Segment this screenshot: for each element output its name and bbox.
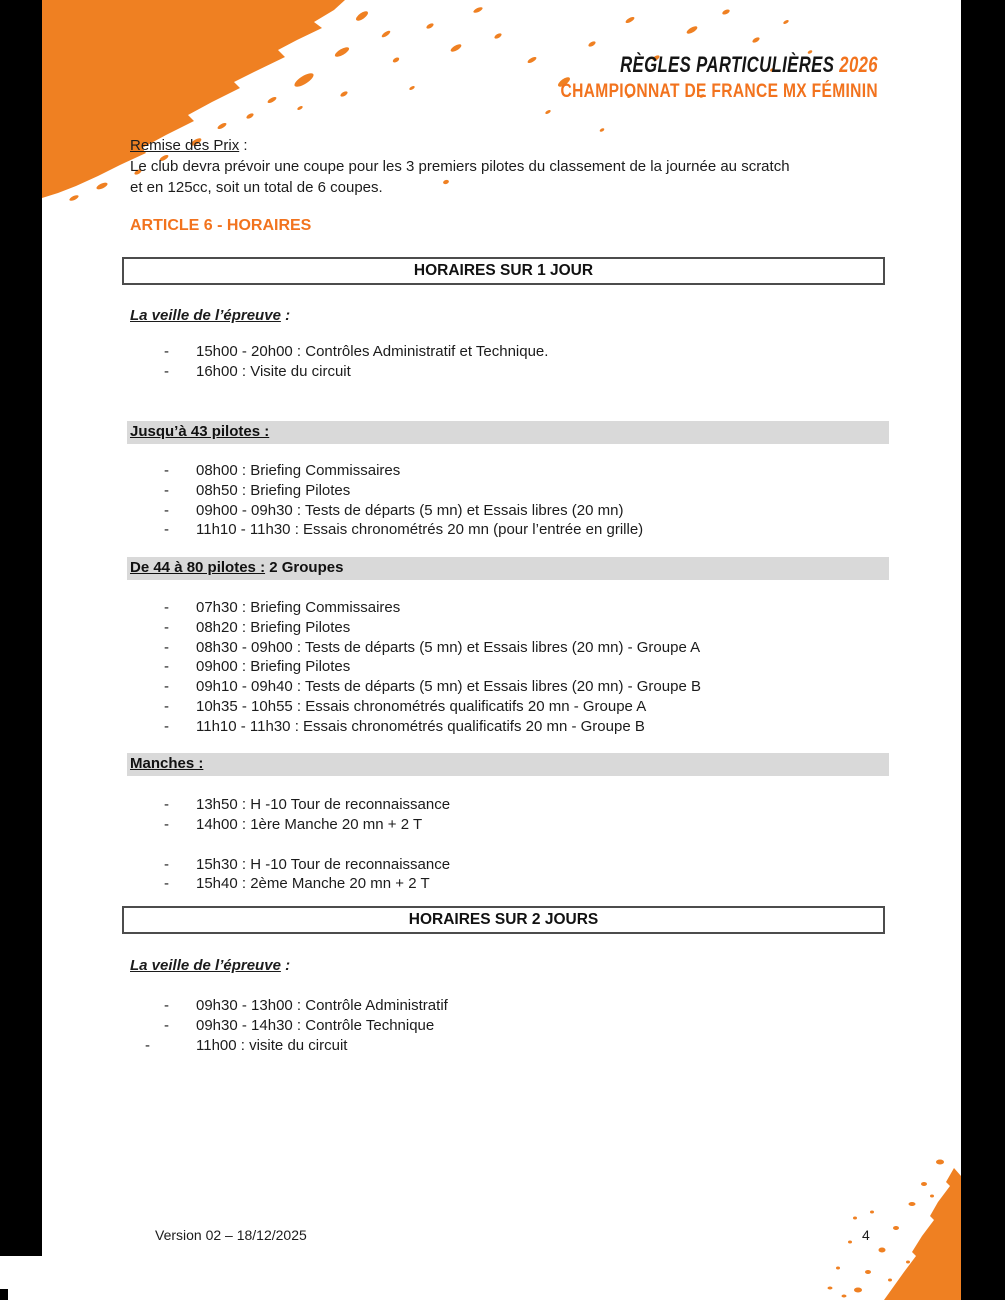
jusqu43-list: [130, 461, 890, 540]
list-dash-marker: -: [164, 343, 169, 360]
veille-day2-list: [130, 996, 890, 1055]
schedule-item-text: 08h00 : Briefing Commissaires: [196, 462, 401, 479]
section-bar-de44a80: [127, 557, 889, 580]
section-bar-de44a80-underlined: De 44 à 80 pilotes :: [130, 559, 266, 576]
box-horaires-1-jour: HORAIRES SUR 1 JOUR: [122, 257, 885, 285]
prize-paragraph: [130, 156, 900, 198]
veille-heading-day2: [130, 955, 290, 976]
schedule-item-text: 08h50 : Briefing Pilotes: [196, 481, 351, 499]
schedule-item: [130, 697, 890, 717]
document-header: [360, 52, 878, 103]
schedule-item-text: 09h00 - 09h30 : Tests de départs (5 mn) et Essais libres (20 mn): [196, 501, 624, 519]
list-dash-marker: -: [164, 618, 169, 636]
list-dash-marker: -: [164, 638, 169, 656]
list-dash-marker: -: [164, 855, 169, 873]
right-black-band: [961, 0, 1005, 1300]
schedule-item: [130, 461, 890, 481]
prize-paragraph-line2: et en 125cc, soit un total de 6 coupes.: [130, 179, 383, 196]
veille-heading-day1-colon: :: [280, 307, 291, 324]
schedule-item-text: 15h00 - 20h00 : Contrôles Administratif et Technique.: [196, 343, 549, 360]
veille-heading-day2-colon: :: [280, 957, 291, 974]
schedule-item-text: 09h00 : Briefing Pilotes: [196, 658, 351, 676]
list-dash-marker: -: [164, 501, 169, 519]
paint-splatter-bottom-right: [820, 1150, 961, 1300]
list-dash-marker: -: [164, 717, 169, 735]
schedule-item-text: 09h30 - 13h00 : Contrôle Administratif: [196, 997, 448, 1014]
prize-paragraph-line1: Le club devra prévoir une coupe pour les 3 premiers pilotes du classement de la journée au scratch: [130, 158, 790, 175]
left-bottom-black-mark: [0, 1289, 8, 1300]
list-dash-marker: -: [145, 1036, 150, 1054]
veille-heading-day1-underlined: La veille de l’épreuve: [130, 307, 281, 324]
list-dash-marker: -: [164, 658, 169, 676]
header-subtitle: CHAMPIONNAT DE FRANCE MX FÉMININ: [560, 81, 878, 102]
schedule-item-text: 14h00 : 1ère Manche 20 mn + 2 T: [196, 815, 423, 833]
schedule-item: [130, 815, 890, 835]
schedule-item-text: 07h30 : Briefing Commissaires: [196, 599, 401, 616]
de44a80-list: [130, 598, 890, 737]
header-title: [484, 52, 878, 78]
schedule-item-text: 11h10 - 11h30 : Essais chronométrés qualificatifs 20 mn - Groupe B: [196, 717, 645, 735]
section-bar-jusqu43-underlined: Jusqu’à 43 pilotes :: [130, 423, 270, 440]
list-dash-marker: -: [164, 796, 169, 813]
list-dash-marker: -: [164, 362, 169, 380]
schedule-item: [130, 874, 890, 894]
schedule-item: [130, 342, 890, 362]
schedule-item: [130, 520, 890, 540]
schedule-item: [130, 677, 890, 697]
schedule-item: [130, 1036, 890, 1056]
schedule-item-text: 09h30 - 14h30 : Contrôle Technique: [196, 1016, 435, 1034]
left-black-band: [0, 0, 42, 1256]
list-dash-marker: -: [164, 462, 169, 479]
list-dash-marker: -: [164, 481, 169, 499]
list-dash-marker: -: [164, 599, 169, 616]
schedule-item-text: 15h30 : H -10 Tour de reconnaissance: [196, 855, 451, 873]
schedule-item-text: 08h30 - 09h00 : Tests de départs (5 mn) et Essais libres (20 mn) - Groupe A: [196, 638, 701, 656]
schedule-item-text: 13h50 : H -10 Tour de reconnaissance: [196, 796, 451, 813]
list-dash-marker: -: [164, 521, 169, 539]
manches-list: [130, 795, 890, 894]
schedule-item: [130, 996, 890, 1016]
veille-heading-day1: [130, 305, 290, 326]
prize-heading-colon: :: [239, 137, 248, 154]
prize-heading-underlined: Remise des Prix: [130, 137, 240, 154]
section-bar-manches-underlined: Manches :: [130, 755, 204, 772]
schedule-item-text: 15h40 : 2ème Manche 20 mn + 2 T: [196, 875, 430, 893]
schedule-item-text: 11h10 - 11h30 : Essais chronométrés 20 mn (pour l’entrée en grille): [196, 521, 644, 539]
schedule-item: [130, 657, 890, 677]
schedule-item: [130, 855, 890, 875]
list-dash-marker: -: [164, 997, 169, 1014]
article6-title: ARTICLE 6 - HORAIRES: [130, 217, 312, 234]
schedule-item-text: 10h35 - 10h55 : Essais chronométrés qualificatifs 20 mn - Groupe A: [196, 697, 647, 715]
section-bar-manches: [127, 753, 889, 776]
footer-page-number: 4: [862, 1227, 870, 1243]
schedule-item: [130, 717, 890, 737]
schedule-item: [130, 638, 890, 658]
schedule-item: [130, 1016, 890, 1036]
schedule-item: [130, 481, 890, 501]
schedule-item-text: 16h00 : Visite du circuit: [196, 362, 351, 380]
list-dash-marker: -: [164, 815, 169, 833]
schedule-item-text: 09h10 - 09h40 : Tests de départs (5 mn) et Essais libres (20 mn) - Groupe B: [196, 678, 701, 696]
header-title-text: RÈGLES PARTICULIÈRES: [620, 52, 835, 77]
list-dash-marker: -: [164, 697, 169, 715]
header-year: 2026: [839, 52, 878, 77]
section-bar-de44a80-rest: 2 Groupes: [265, 559, 344, 576]
schedule-item: [130, 501, 890, 521]
box-horaires-2-jours: HORAIRES SUR 2 JOURS: [122, 906, 885, 934]
prize-heading: [130, 135, 248, 156]
list-dash-marker: -: [164, 678, 169, 696]
schedule-item: [130, 618, 890, 638]
schedule-item: [130, 598, 890, 618]
list-dash-marker: -: [164, 1016, 169, 1034]
schedule-item-text: 08h20 : Briefing Pilotes: [196, 618, 351, 636]
veille-heading-day2-underlined: La veille de l’épreuve: [130, 957, 281, 974]
list-dash-marker: -: [164, 875, 169, 893]
footer-version: Version 02 – 18/12/2025: [155, 1227, 307, 1243]
veille-day1-list: [130, 342, 890, 382]
section-bar-jusqu43: [127, 421, 889, 444]
schedule-item: [130, 362, 890, 382]
schedule-item-text: 11h00 : visite du circuit: [196, 1036, 348, 1054]
schedule-item: [130, 795, 890, 815]
